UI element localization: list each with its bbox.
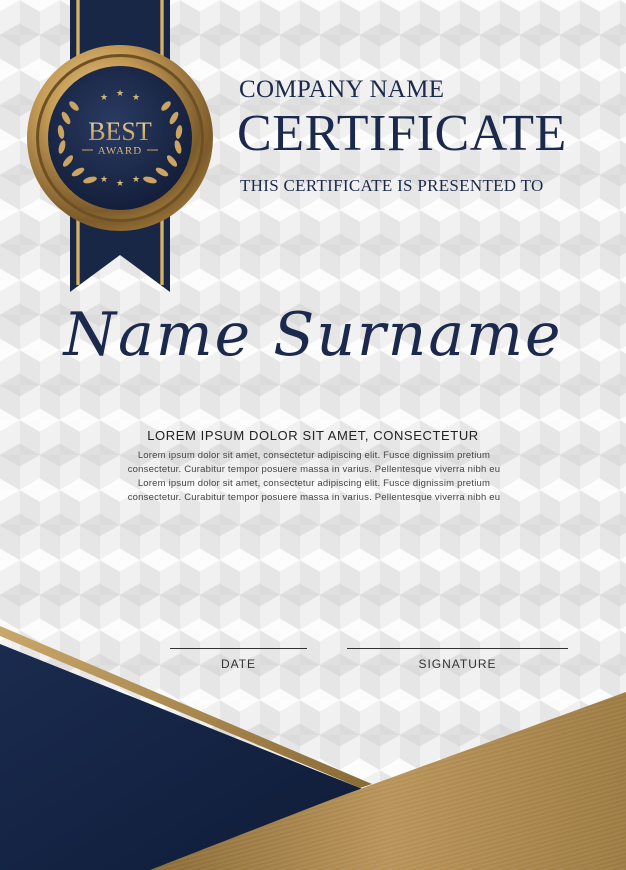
svg-text:★: ★ [131,93,141,103]
body-subheading: LOREM IPSUM DOLOR SIT AMET, CONSECTETUR [147,428,479,443]
signature-line [347,648,568,649]
recipient-name: Name Surname [63,300,563,370]
body-line: Lorem ipsum dolor sit amet, consectetur adipiscing elit. Fusce dignissim pretium [137,450,491,461]
certificate-title: CERTIFICATE [237,105,567,162]
date-label: DATE [220,657,257,671]
company-name: COMPANY NAME [239,76,445,103]
body-paragraph [86,449,542,505]
badge-award-text: AWARD [97,145,143,157]
body-line: consectetur. Curabitur tempor posuere massa in varius. Pellentesque viverra nibh eu [127,492,501,503]
bottom-decoration [0,600,626,870]
signature-label: SIGNATURE [418,657,497,671]
date-line [170,648,307,649]
svg-text:★: ★ [99,175,109,185]
body-line: Lorem ipsum dolor sit amet, consectetur adipiscing elit. Fusce dignissim pretium [137,478,491,489]
badge-best-text: BEST [88,117,152,146]
svg-text:★: ★ [115,179,125,189]
best-award-medal-icon [0,0,240,240]
presented-to-text: THIS CERTIFICATE IS PRESENTED TO [240,176,544,195]
svg-text:★: ★ [115,89,125,99]
svg-text:★: ★ [131,175,141,185]
body-line: consectetur. Curabitur tempor posuere massa in varius. Pellentesque viverra nibh eu [127,464,501,475]
svg-text:★: ★ [99,93,109,103]
